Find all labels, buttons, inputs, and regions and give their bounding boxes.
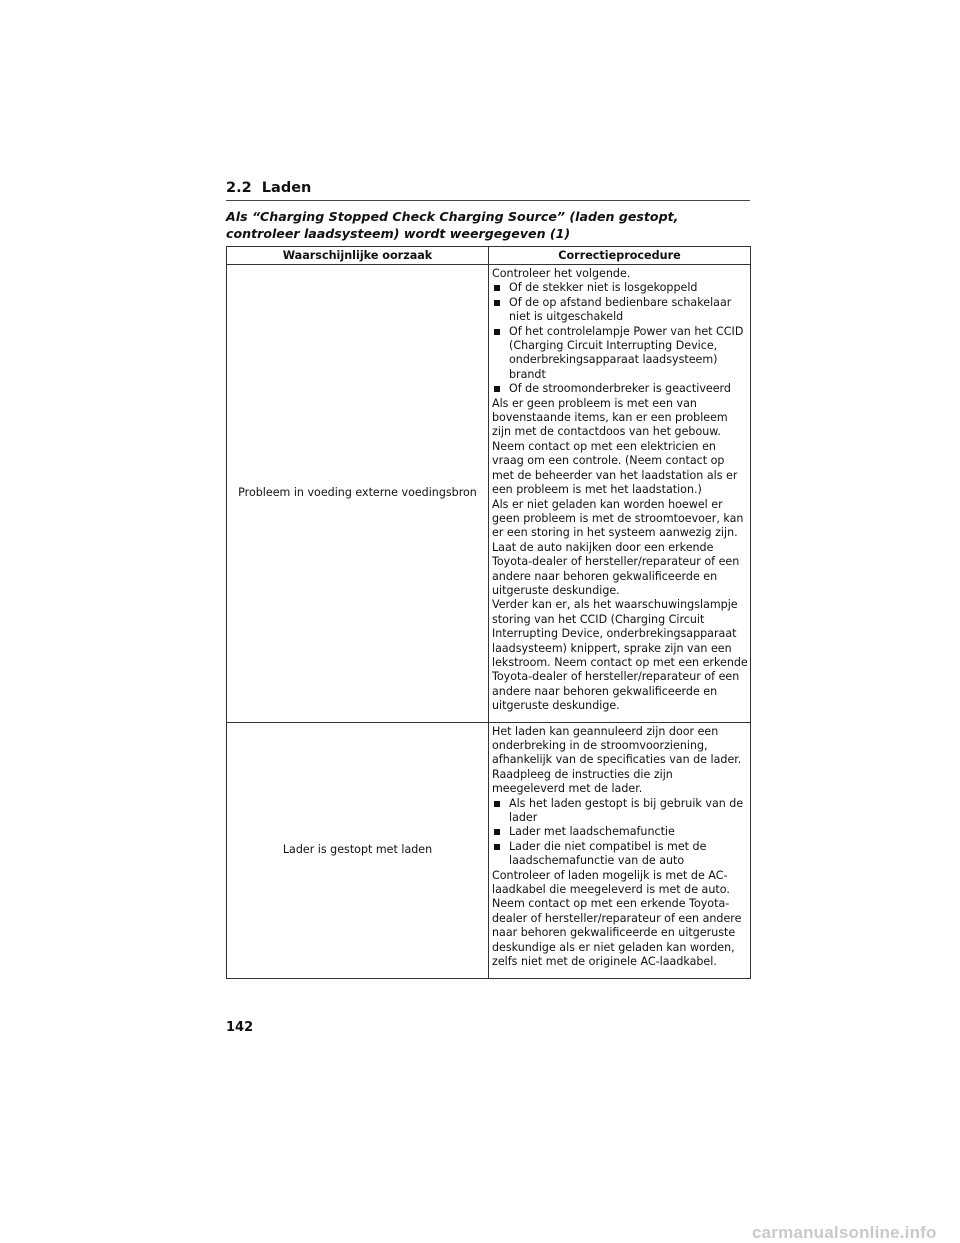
list-item-text: Of het controlelampje Power van het CCID (Charging Circuit Interrupting Device, onderbrekingsapparaat laadsysteem) brandt — [509, 324, 744, 381]
procedure-intro: Controleer het volgende. — [492, 267, 631, 280]
bullet-square-icon — [494, 329, 500, 335]
check-list — [492, 281, 748, 396]
table-caption: Als “Charging Stopped Check Charging Source” (laden gestopt, controleer laadsysteem) wordt weergegeven (1) — [226, 209, 679, 241]
list-item — [492, 296, 748, 325]
list-item-text: Lader met laadschemafunctie — [509, 825, 675, 839]
list-item — [492, 281, 748, 295]
procedure-cell — [489, 265, 751, 723]
section-heading — [226, 178, 750, 201]
list-item — [492, 840, 748, 869]
list-item — [492, 797, 748, 826]
cause-cell: Probleem in voeding externe voedingsbron — [227, 265, 489, 723]
procedure-cell — [489, 722, 751, 978]
header-procedure: Correctieprocedure — [489, 247, 751, 265]
header-cause: Waarschijnlijke oorzaak — [227, 247, 489, 265]
procedure-paragraph: Als er geen probleem is met een van bovenstaande items, kan er een probleem zijn met de contactdoos van het gebouw. Neem contact op met een elektricien en vraag om een controle. (Neem contact op met de beheerder van het laadstation als er een probleem is met het laadstation.) — [492, 396, 738, 497]
section-number: 2.2 — [226, 180, 252, 196]
bullet-square-icon — [494, 801, 500, 807]
list-item-text: Of de stroomonderbreker is geactiveerd — [509, 382, 731, 396]
procedure-paragraph: Als er niet geladen kan worden hoewel er geen probleem is met de stroomtoevoer, kan er een storing in het systeem aanwezig zijn. Laat de auto nakijken door een erkende Toyota-dealer of hersteller/reparateur of een andere naar behoren gekwalificeerde en uitgeruste deskundige. — [492, 497, 744, 597]
list-item-text: Of de stekker niet is losgekoppeld — [509, 281, 698, 295]
procedure-intro: Het laden kan geannuleerd zijn door een onderbreking in de stroomvoorziening, afhankelijk van de specificaties van de lader. Raadpleeg de instructies die zijn meegeleverd met de lader. — [492, 724, 742, 796]
table-header-row — [227, 247, 751, 265]
bullet-square-icon — [494, 829, 500, 835]
list-item-text: Lader die niet compatibel is met de laadschemafunctie van de auto — [509, 839, 707, 868]
table-row — [227, 722, 751, 978]
watermark-text: carmanualsonline.info — [752, 1223, 937, 1242]
procedure-paragraph: Controleer of laden mogelijk is met de AC-laadkabel die meegeleverd is met de auto. Neem contact op met een erkende Toyota-dealer of hersteller/reparateur of een andere naar behoren gekwalificeerde en uitgeruste deskundige als er niet geladen kan worden, zelfs niet met de originele AC-laadkabel. — [492, 868, 742, 969]
section-title: Laden — [261, 180, 312, 196]
list-item — [492, 325, 748, 383]
table-row — [227, 265, 751, 723]
bullet-square-icon — [494, 285, 500, 291]
bullet-square-icon — [494, 844, 500, 850]
list-item-text: Of de op afstand bedienbare schakelaar niet is uitgeschakeld — [509, 295, 732, 324]
check-list — [492, 797, 748, 869]
bullet-square-icon — [494, 386, 500, 392]
page-number: 142 — [226, 1020, 254, 1035]
list-item-text: Als het laden gestopt is bij gebruik van de lader — [509, 796, 744, 825]
cause-cell: Lader is gestopt met laden — [227, 722, 489, 978]
procedure-paragraph: Verder kan er, als het waarschuwingslampje storing van het CCID (Charging Circuit Interrupting Device, onderbrekingsapparaat laadsysteem) knippert, sprake zijn van een lekstroom. Neem contact op met een erkende Toyota-dealer of hersteller/reparateur of een andere naar behoren gekwalificeerde en uitgeruste deskundige. — [492, 598, 748, 713]
bullet-square-icon — [494, 300, 500, 306]
list-item — [492, 382, 748, 396]
troubleshooting-table — [226, 246, 751, 979]
list-item — [492, 825, 748, 839]
